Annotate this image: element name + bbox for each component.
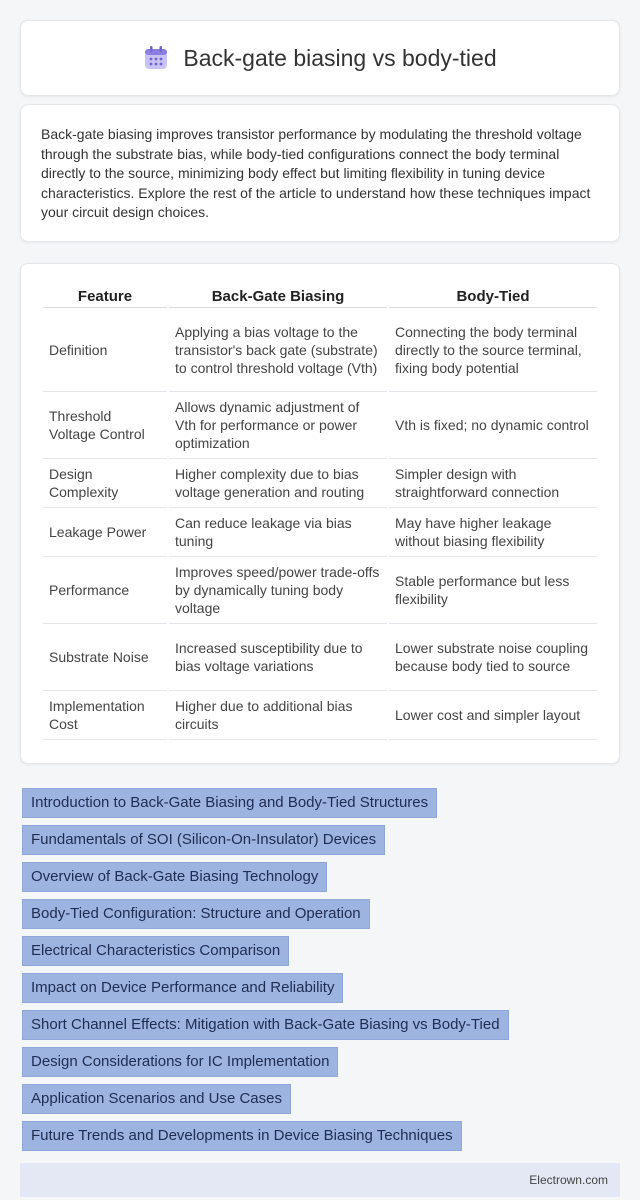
title-wrap	[143, 45, 496, 72]
table-row	[43, 691, 597, 740]
table-row	[43, 308, 597, 392]
toc-link[interactable]: Fundamentals of SOI (Silicon-On-Insulator) Devices	[22, 825, 385, 855]
table-row	[43, 557, 597, 624]
table-cell-back-gate: Higher due to additional bias circuits	[169, 691, 387, 740]
toc-link[interactable]: Body-Tied Configuration: Structure and Operation	[22, 899, 370, 929]
table-cell-feature: Threshold Voltage Control	[43, 392, 167, 459]
table-of-contents	[22, 788, 509, 1158]
table-row	[43, 624, 597, 691]
table-cell-feature: Leakage Power	[43, 508, 167, 557]
table-cell-feature: Design Complexity	[43, 459, 167, 508]
intro-card	[20, 104, 620, 242]
column-header-feature: Feature	[43, 284, 167, 308]
toc-link[interactable]: Short Channel Effects: Mitigation with Back-Gate Biasing vs Body-Tied	[22, 1010, 509, 1040]
comparison-table-card	[20, 263, 620, 764]
table-cell-body-tied: Simpler design with straightforward connection	[389, 459, 597, 508]
table-row	[43, 459, 597, 508]
table-cell-feature: Definition	[43, 308, 167, 392]
table-cell-feature: Implementation Cost	[43, 691, 167, 740]
footer	[20, 1163, 620, 1197]
comparison-table	[41, 284, 599, 740]
table-cell-body-tied: Connecting the body terminal directly to the source terminal, fixing body potential	[389, 308, 597, 392]
table-cell-back-gate: Higher complexity due to bias voltage generation and routing	[169, 459, 387, 508]
page-title: Back-gate biasing vs body-tied	[183, 44, 497, 71]
toc-link[interactable]: Overview of Back-Gate Biasing Technology	[22, 862, 327, 892]
table-header-row	[43, 284, 597, 308]
table-cell-back-gate: Increased susceptibility due to bias voltage variations	[169, 624, 387, 691]
toc-link[interactable]: Application Scenarios and Use Cases	[22, 1084, 291, 1114]
footer-site-name[interactable]: Electrown.com	[529, 1173, 608, 1187]
table-row	[43, 392, 597, 459]
calendar-icon	[143, 45, 169, 71]
table-cell-body-tied: Lower substrate noise coupling because body tied to source	[389, 624, 597, 691]
table-cell-body-tied: May have higher leakage without biasing flexibility	[389, 508, 597, 557]
table-cell-feature: Substrate Noise	[43, 624, 167, 691]
table-cell-body-tied: Stable performance but less flexibility	[389, 557, 597, 624]
toc-link[interactable]: Design Considerations for IC Implementation	[22, 1047, 338, 1077]
toc-link[interactable]: Introduction to Back-Gate Biasing and Body-Tied Structures	[22, 788, 437, 818]
table-cell-back-gate: Can reduce leakage via bias tuning	[169, 508, 387, 557]
toc-link[interactable]: Electrical Characteristics Comparison	[22, 936, 289, 966]
column-header-back-gate: Back-Gate Biasing	[169, 284, 387, 308]
table-cell-feature: Performance	[43, 557, 167, 624]
table-cell-back-gate: Applying a bias voltage to the transistor's back gate (substrate) to control threshold voltage (Vth)	[169, 308, 387, 392]
table-cell-body-tied: Vth is fixed; no dynamic control	[389, 392, 597, 459]
column-header-body-tied: Body-Tied	[389, 284, 597, 308]
table-cell-body-tied: Lower cost and simpler layout	[389, 691, 597, 740]
header-card	[20, 20, 620, 96]
toc-link[interactable]: Impact on Device Performance and Reliability	[22, 973, 343, 1003]
table-row	[43, 508, 597, 557]
toc-link[interactable]: Future Trends and Developments in Device Biasing Techniques	[22, 1121, 462, 1151]
table-cell-back-gate: Allows dynamic adjustment of Vth for performance or power optimization	[169, 392, 387, 459]
intro-paragraph: Back-gate biasing improves transistor performance by modulating the threshold voltage through the substrate bias, while body-tied configurations connect the body terminal directly to the source, minimizing body effect but limiting flexibility in tuning device characteristics. Explore the rest of the article to understand how these techniques impact your circuit design choices.	[41, 126, 591, 221]
table-cell-back-gate: Improves speed/power trade-offs by dynamically tuning body voltage	[169, 557, 387, 624]
